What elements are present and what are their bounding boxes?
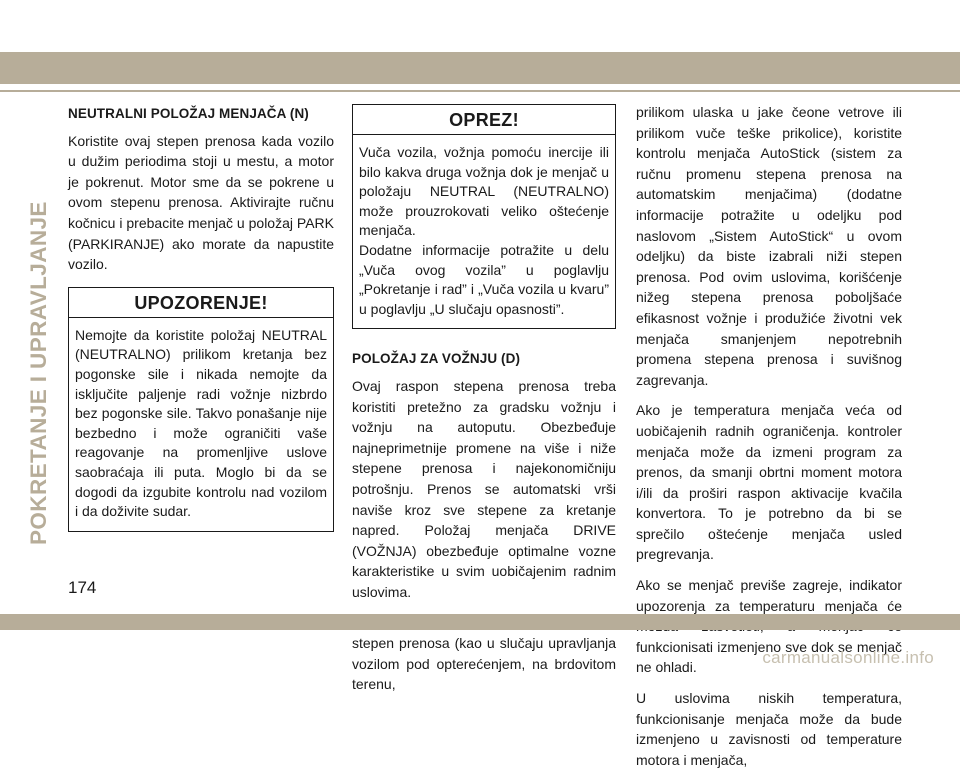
watermark-text: carmanualsonline.info bbox=[762, 648, 934, 667]
right-paragraph-1: prilikom ulaska u jake čeone vetrove ili prilikom vuče teške prikolice), koristite kontrolu menjača AutoStick (sistem za ručnu promenu stepena prenosa na automatskim menjačima) (dodatne informacije potražite u odeljku pod naslovom „Sistem AutoStick“ u ovom odeljku) da biste izabrali niži stepen prenosa. Pod ovim uslovima, korišćenje nižeg stepena prenosa poboljšaće efikasnost vožnje i produžiće životni vek menjača smanjenjem nepotrebnih promena stepena prenosa i suvišnog zagrevanja. bbox=[636, 104, 902, 388]
warning-text: Nemojte da koristite položaj NEUTRAL (NEUTRALNO) prilikom kretanja bez pogonske sile i nikada nemojte da isključite paljenje radi vožnje nizbrdo bez pogonske sile. Takvo ponašanje nije bezbedno i može ograničiti vaše reagovanje na promenljive uslove saobraćaja ili puta. Moglo bi da se dogodi da izgubite kontrolu nad vozilom i da doživite sudar. bbox=[75, 326, 327, 520]
section-heading-drive: POLOŽAJ ZA VOŽNJU (D) bbox=[352, 351, 521, 367]
right-paragraph-4: U uslovima niskih temperatura, funkcionisanje menjača može da bude izmenjeno u zavisnosti od temperature motora i menjača, bbox=[636, 690, 902, 768]
caution-text-1: Vuča vozila, vožnja pomoću inercije ili bilo kakva druga vožnja dok je menjač u položaju NEUTRAL (NEUTRALNO) može prouzrokovati veliko oštećenje menjača. bbox=[359, 144, 609, 239]
caution-text-2: Dodatne informacije potražite u delu „Vuča ovog vozila” u poglavlju „Pokretanje i rad” i „Vuča vozila u kvaru” u poglavlju „U slučaju opasnosti”. bbox=[359, 241, 609, 317]
chapter-side-title-text: POKRETANJE I UPRAVLJANJE bbox=[26, 201, 51, 545]
neutral-paragraph: Koristite ovaj stepen prenosa kada vozilo u dužim periodima stoji u mestu, a motor je pokrenut. Motor sme da se pokrene u ovom stepenu prenosa. Aktivirajte ručnu kočnicu i prebacite menjač u položaj PARK (PARKIRANJE) ako morate da napustite vozilo. bbox=[68, 132, 334, 273]
header-band bbox=[0, 52, 960, 84]
caution-body bbox=[353, 135, 615, 328]
warning-box bbox=[68, 287, 334, 532]
caution-title: OPREZ! bbox=[353, 105, 615, 135]
column-left bbox=[68, 104, 334, 532]
footer-band bbox=[0, 614, 960, 630]
section-heading-neutral: NEUTRALNI POLOŽAJ MENJAČA (N) bbox=[68, 106, 309, 121]
warning-title: UPOZORENJE! bbox=[69, 288, 333, 318]
drive-paragraph-2: stepen prenosa (kao u slučaju upravljanja vozilom pod opterećenjem, na brdovitom terenu, bbox=[352, 635, 616, 693]
right-paragraph-2: Ako je temperatura menjača veća od uobičajenih radnih ograničenja. kontroler menjača može da izmeni program za prenos, da smanji obrtni moment motora i/ili da proširi raspon aktivacije kvačila konvertora. To je potrebno da bi se sprečilo oštećenje menjača usled pregrevanja. bbox=[636, 402, 902, 563]
caution-box bbox=[352, 104, 616, 329]
warning-body bbox=[69, 318, 333, 531]
drive-paragraph-1: Ovaj raspon stepena prenosa treba koristiti pretežno za gradsku vožnju i vožnju na autoputu. Obezbeđuje najneprimetnije promene na više i niže stepene prenosa i najekonomičniju potrošnju. Prenos se automatski vrši naviše kroz sve stepene za kretanje napred. Položaj menjača DRIVE (VOŽNJA) obezbeđuje optimalne vozne karakteristike u svim uobičajenim radnim uslovima. bbox=[352, 377, 616, 600]
page-number: 174 bbox=[68, 578, 97, 597]
header-rule bbox=[0, 90, 960, 92]
column-right bbox=[636, 102, 902, 780]
right-paragraph-3: Ako se menjač previše zagreje, indikator upozorenja za temperaturu menjača će funkcionisati izmenjeno sve dok se menjač ne ohladi. bbox=[636, 577, 902, 676]
